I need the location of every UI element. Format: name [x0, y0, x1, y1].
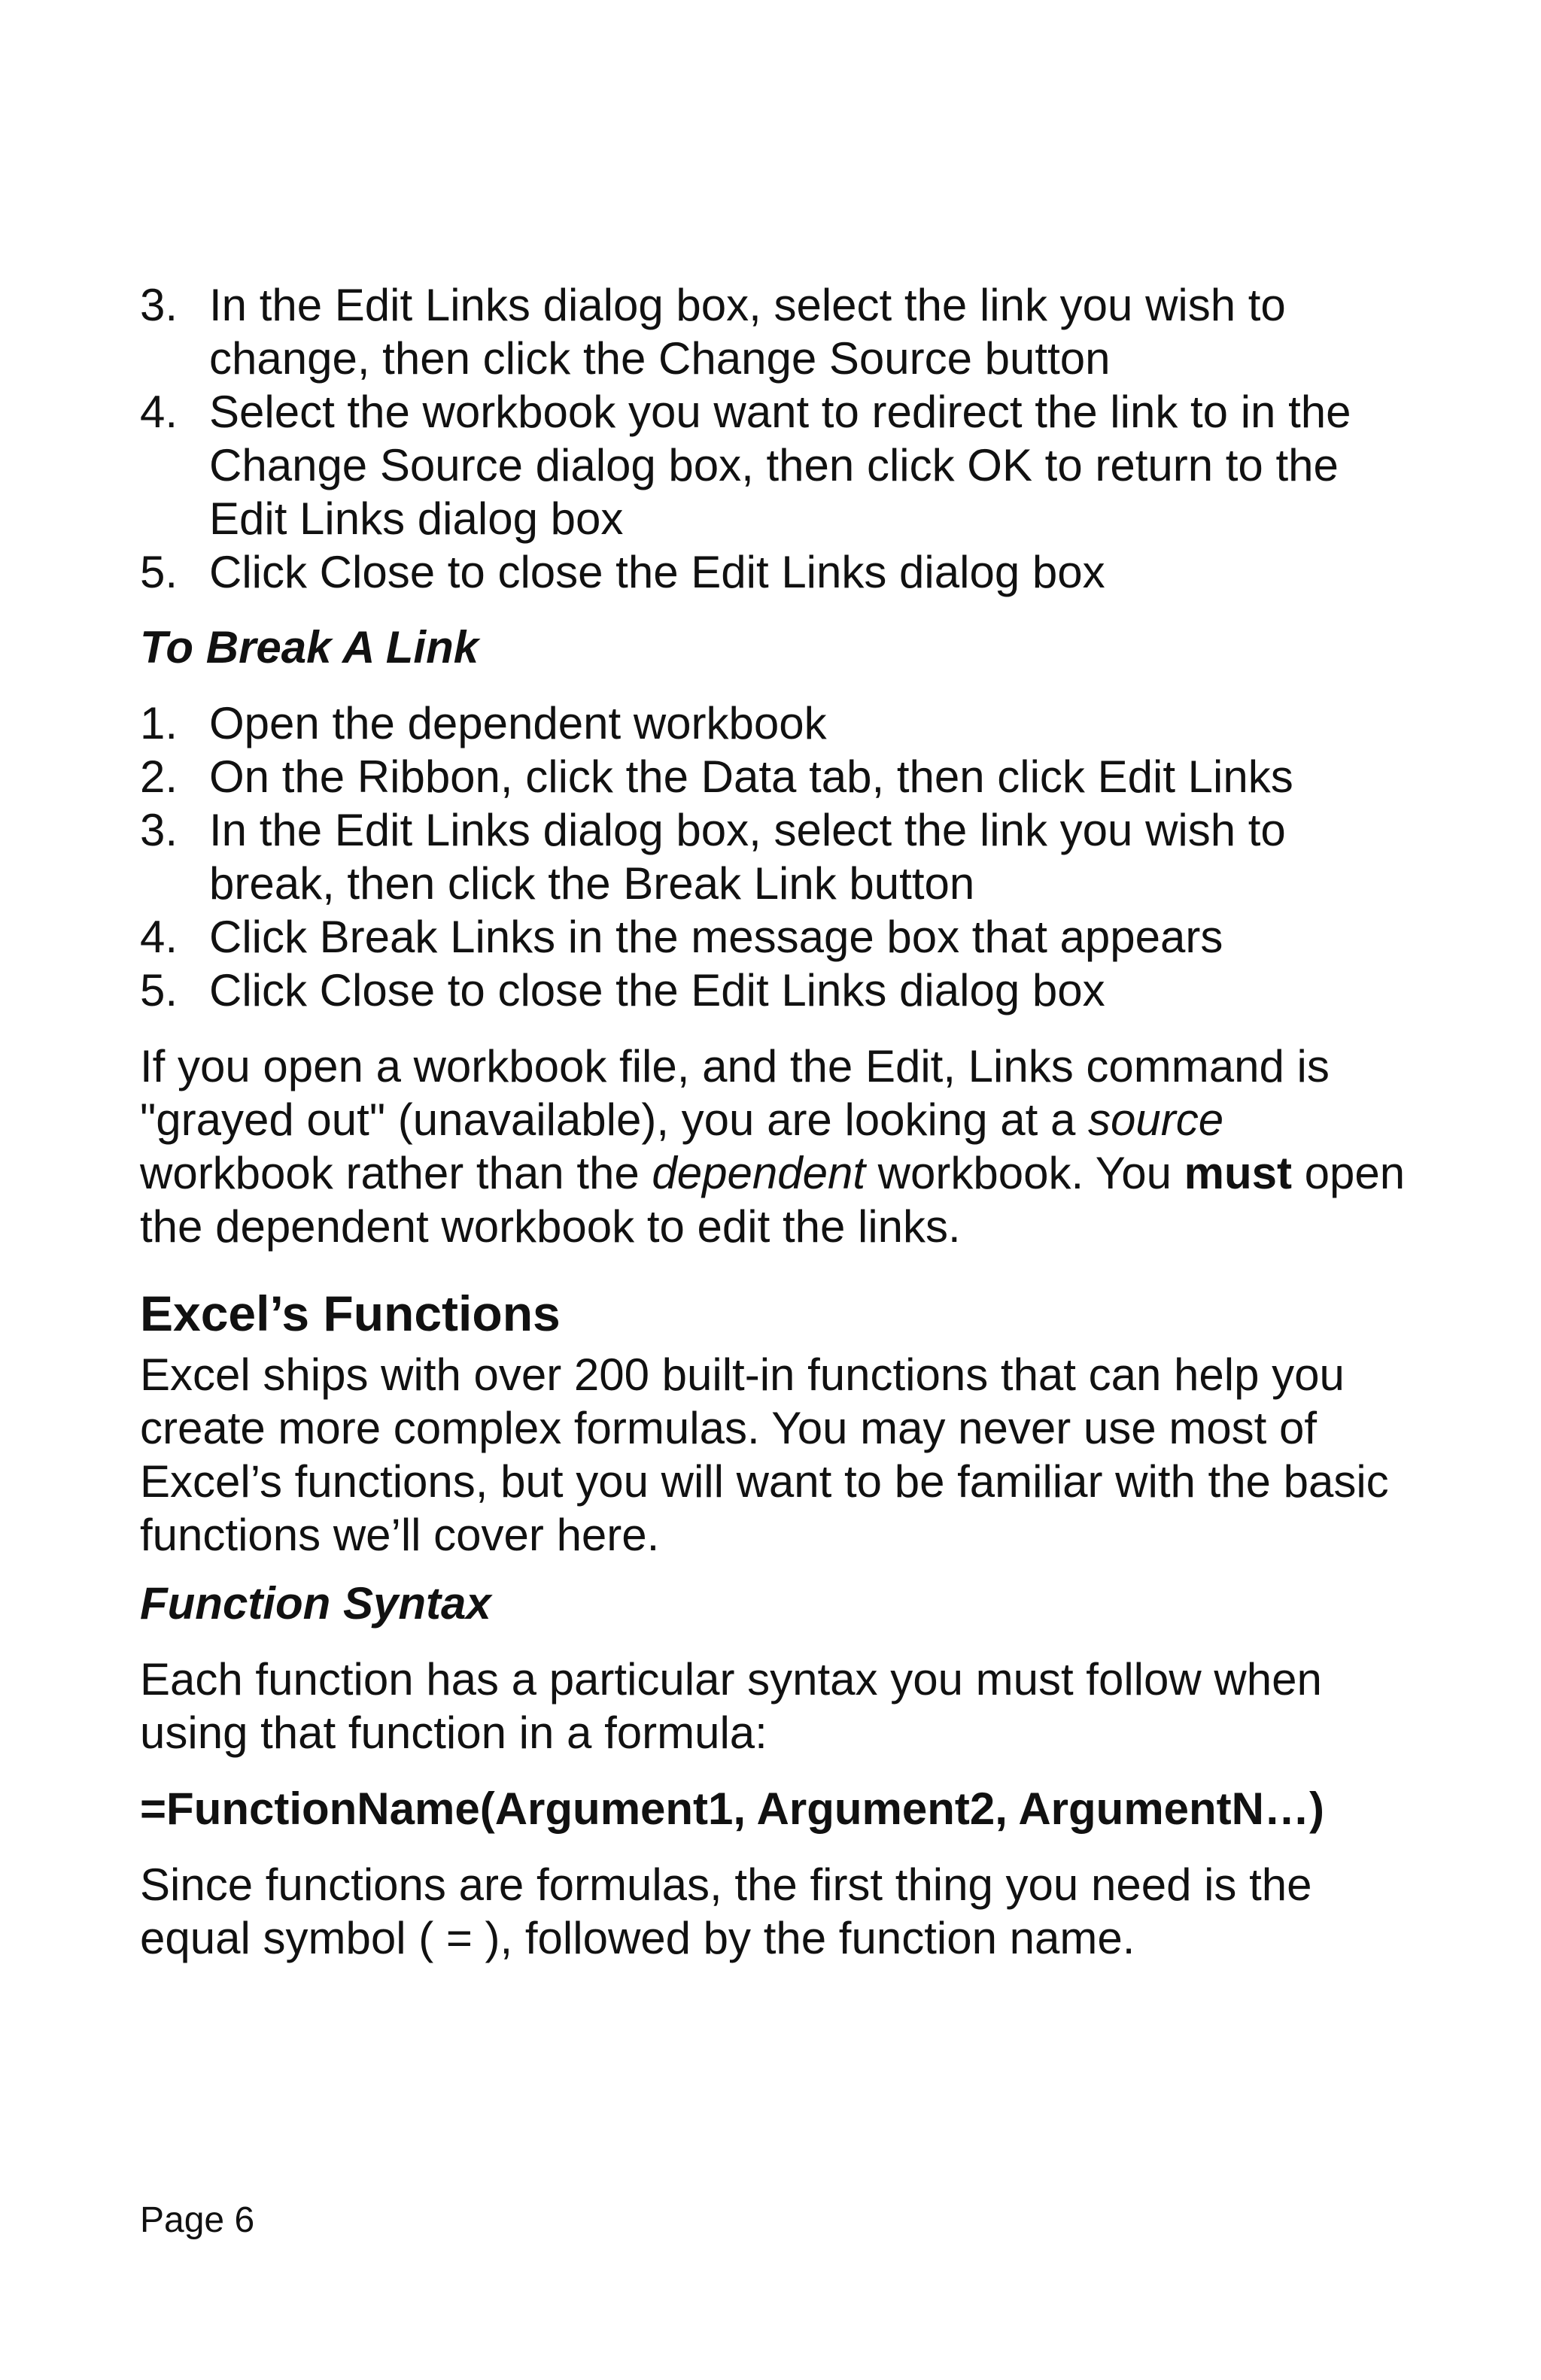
list-item-number: 3.: [140, 805, 178, 855]
edit-links-steps-list: [140, 278, 1419, 599]
list-item: [140, 803, 1419, 910]
list-item-number: 4.: [140, 912, 178, 962]
list-item: [140, 964, 1419, 1017]
list-item: [140, 278, 1419, 385]
functions-intro: Excel ships with over 200 built-in functions that can help you create more complex formulas. You may never use most of Excel’s functions, but you will want to be familiar with the basic functions we’ll cover here.: [140, 1349, 1389, 1560]
list-item-text: In the Edit Links dialog box, select the link you wish to break, then click the Break Link button: [209, 805, 1286, 909]
list-item-text: Open the dependent workbook: [209, 698, 827, 748]
list-item: [140, 545, 1419, 599]
syntax-example: =FunctionName(Argument1, Argument2, ArgumentN…): [140, 1783, 1324, 1834]
list-item-number: 4.: [140, 387, 178, 437]
section-heading: Excel’s Functions: [140, 1286, 561, 1341]
note-emphasis-dependent: dependent: [652, 1148, 866, 1198]
list-item-number: 1.: [140, 698, 178, 748]
note-text: If you open a workbook file, and the Edit, Links command is "grayed out" (unavailable), you are looking at a: [140, 1041, 1330, 1145]
list-item-number: 3.: [140, 280, 178, 330]
list-item-text: In the Edit Links dialog box, select the link you wish to change, then click the Change Source button: [209, 280, 1286, 384]
list-item: [140, 910, 1419, 964]
list-item-text: Click Close to close the Edit Links dialog box: [209, 547, 1105, 597]
break-link-heading: To Break A Link: [140, 622, 479, 672]
list-item: [140, 750, 1419, 803]
closing-paragraph: Since functions are formulas, the first thing you need is the equal symbol ( = ), followed by the function name.: [140, 1859, 1312, 1963]
note-strong-must: must: [1184, 1148, 1293, 1198]
list-item-text: Select the workbook you want to redirect the link to in the Change Source dialog box, then click OK to return to the Edit Links dialog box: [209, 387, 1351, 544]
list-item-text: On the Ribbon, click the Data tab, then click Edit Links: [209, 751, 1293, 802]
list-item-text: Click Break Links in the message box that appears: [209, 912, 1223, 962]
page-content: [140, 278, 1419, 1965]
list-item-number: 5.: [140, 547, 178, 597]
list-item-number: 5.: [140, 965, 178, 1015]
syntax-intro: Each function has a particular syntax you must follow when using that function in a formula:: [140, 1654, 1322, 1758]
grayed-out-note: [140, 1040, 1419, 1253]
note-text: workbook rather than the: [140, 1148, 652, 1198]
list-item-number: 2.: [140, 751, 178, 802]
break-link-steps-list: [140, 697, 1419, 1017]
note-emphasis-source: source: [1088, 1094, 1224, 1145]
function-syntax-heading: Function Syntax: [140, 1578, 491, 1629]
list-item: [140, 385, 1419, 545]
page-number: Page 6: [140, 2200, 255, 2240]
note-text: open the dependent workbook to edit the links.: [140, 1148, 1406, 1252]
list-item: [140, 697, 1419, 750]
note-text: workbook. You: [865, 1148, 1184, 1198]
list-item-text: Click Close to close the Edit Links dialog box: [209, 965, 1105, 1015]
